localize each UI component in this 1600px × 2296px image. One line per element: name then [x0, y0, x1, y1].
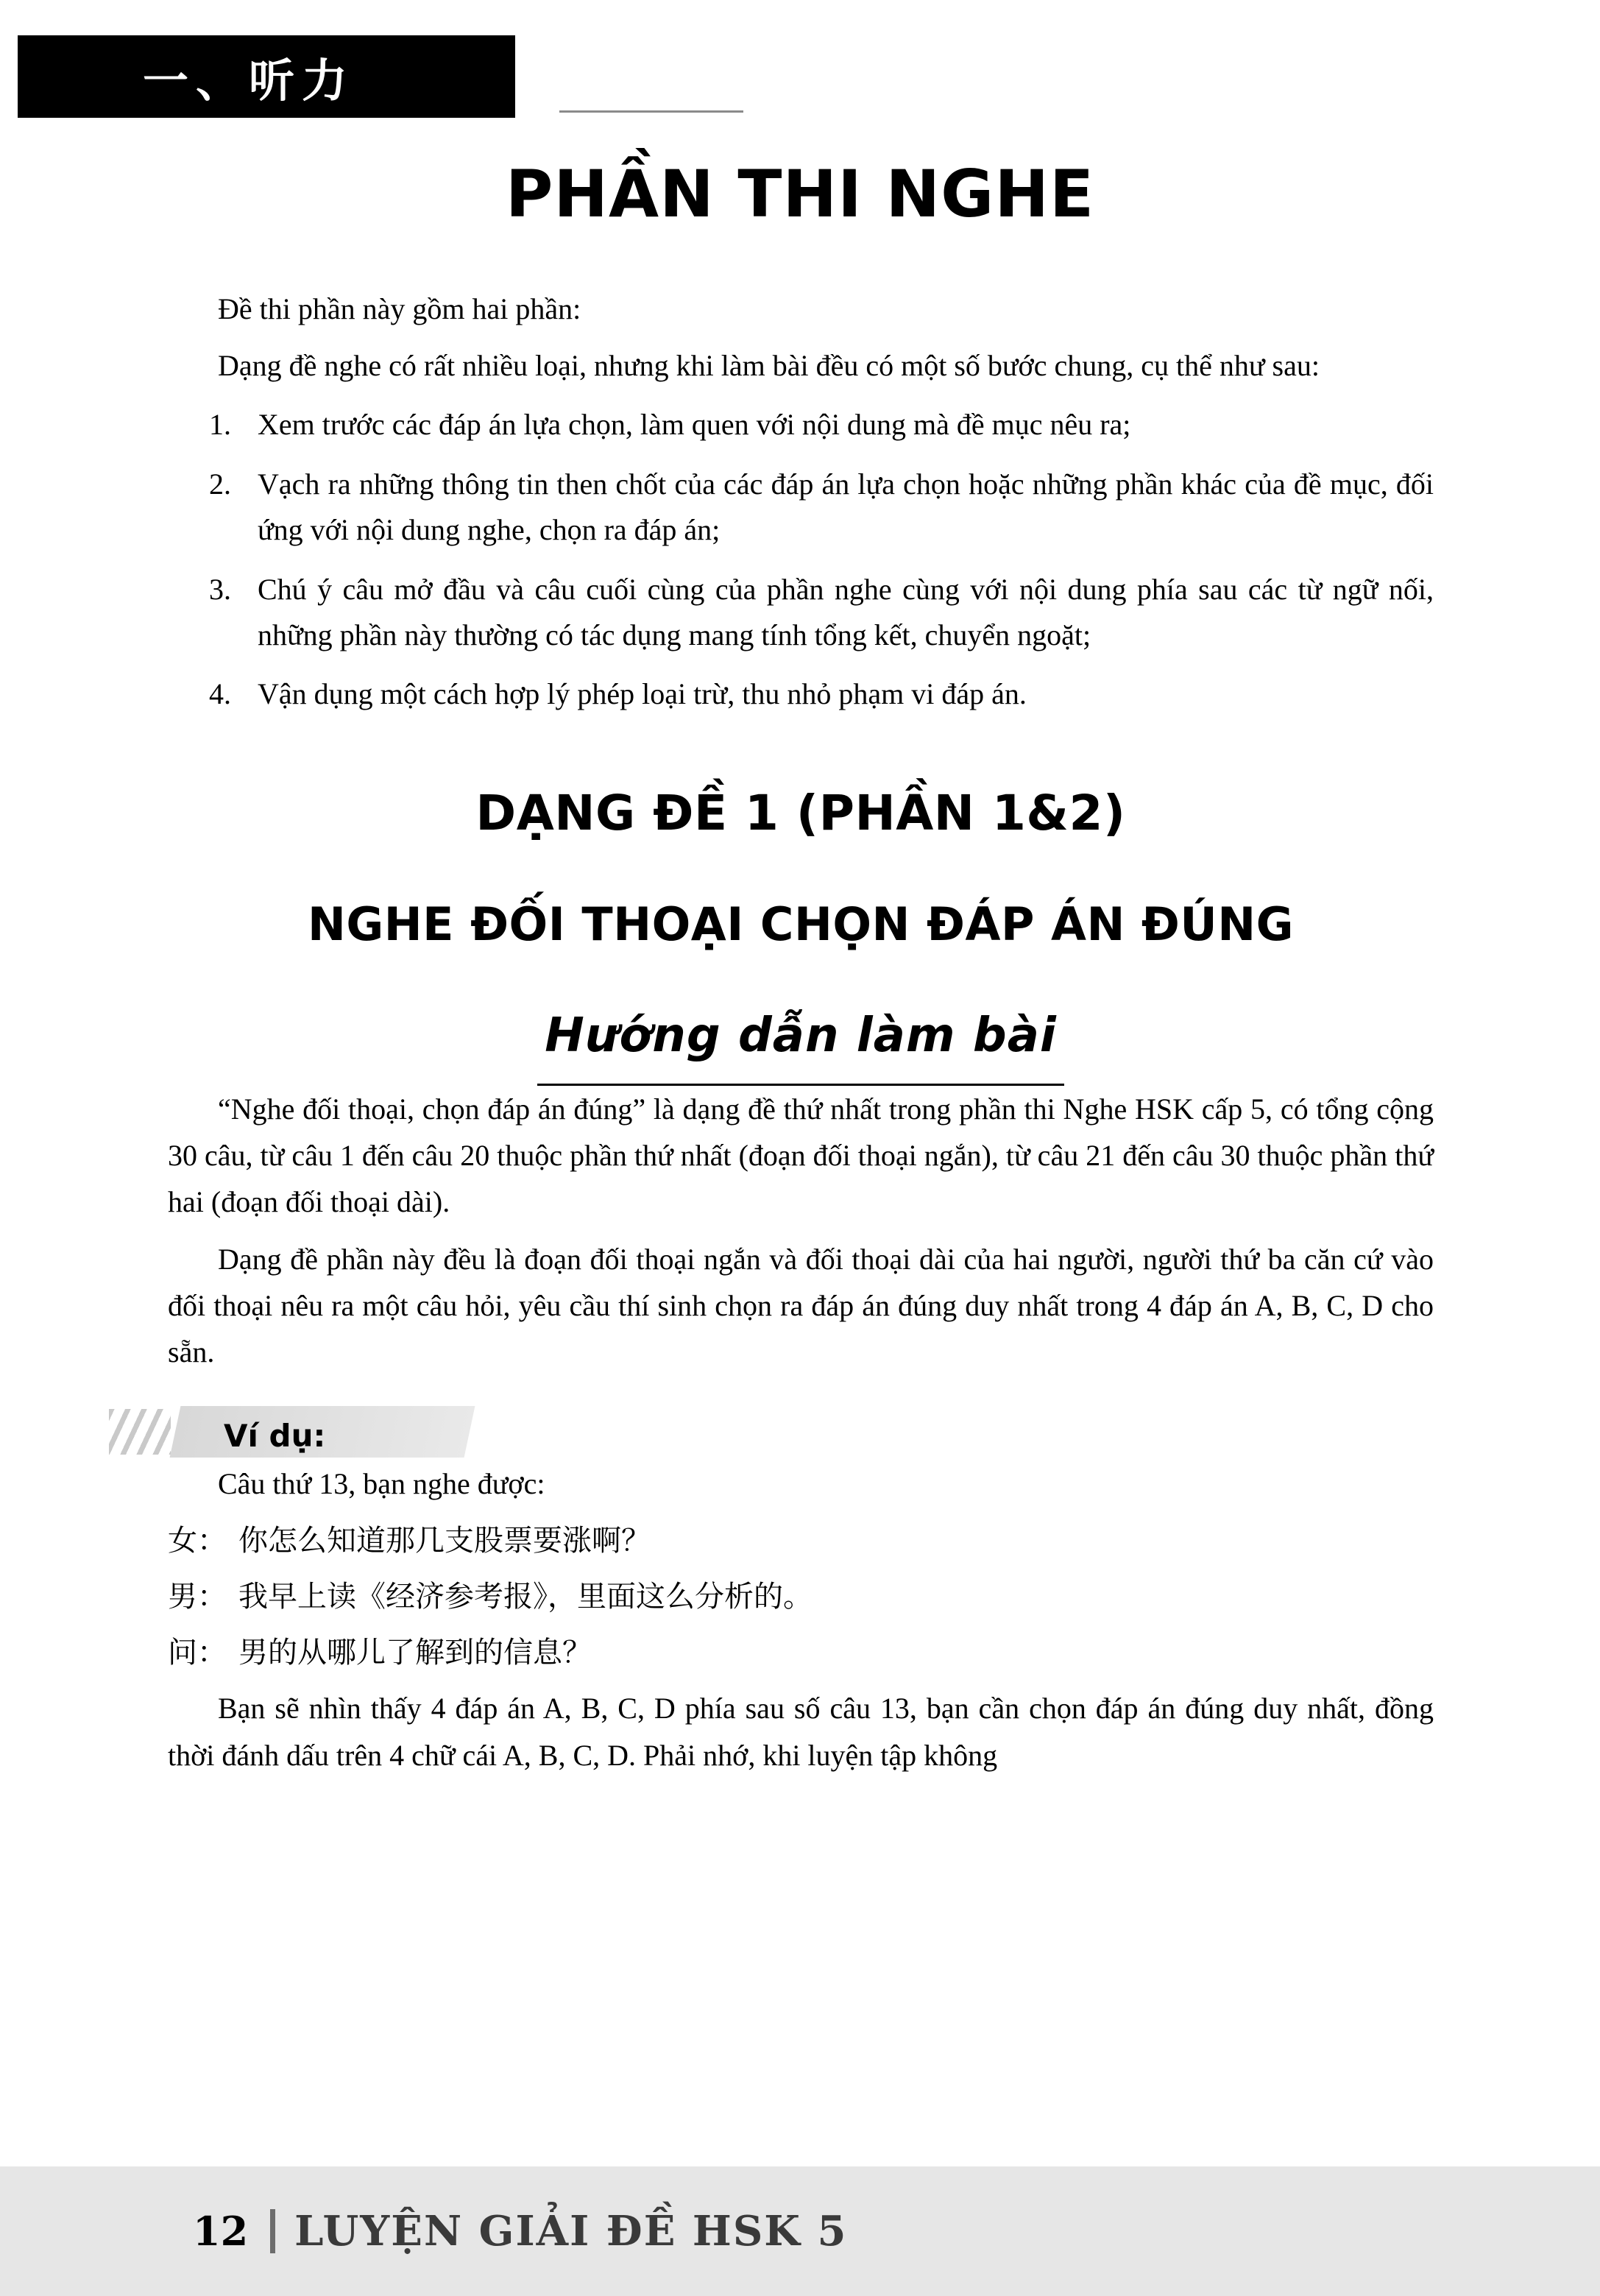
page-footer — [0, 2166, 1600, 2296]
dialog-text: 我早上读《经济参考报》，里面这么分析的。 — [238, 1580, 813, 1614]
example-label: Ví dụ: — [224, 1418, 326, 1455]
example-tail-paragraph: Bạn sẽ nhìn thấy 4 đáp án A, B, C, D phía sau số câu 13, bạn cần chọn đáp án đúng duy nhất, đồng thời đánh dấu trên 4 chữ cái A, B, C, D. Phải nhớ, khi luyện tập không — [168, 1692, 1434, 1772]
list-item: 4. Vận dụng một cách hợp lý phép loại trừ, thu nhỏ phạm vi đáp án. — [238, 671, 1434, 717]
steps-list — [168, 402, 1434, 717]
dialog-line — [168, 1629, 1434, 1676]
main-content — [168, 286, 1434, 1789]
intro-paragraph-1: Đề thi phần này gồm hai phần: — [218, 292, 581, 325]
dialog-line — [168, 1517, 1434, 1564]
header-rule — [559, 110, 743, 113]
dialog-speaker: 问： — [168, 1636, 227, 1670]
page-title: PHẦN THI NGHE — [505, 156, 1095, 232]
footer-page-number: 12 — [193, 2208, 249, 2255]
dialog-speaker: 男： — [168, 1580, 227, 1614]
list-item: 1. Xem trước các đáp án lựa chọn, làm quen với nội dung mà đề mục nêu ra; — [238, 402, 1434, 448]
section-heading-dang-de: DẠNG ĐỀ 1 (PHẦN 1&2) — [475, 784, 1126, 841]
section-heading-nghe-doi-thoai: NGHE ĐỐI THOẠI CHỌN ĐÁP ÁN ĐÚNG — [308, 897, 1294, 951]
list-item: 2. Vạch ra những thông tin then chốt của các đáp án lựa chọn hoặc những phần khác của đề mục, đối ứng với nội dung nghe, chọn ra đáp án; — [238, 462, 1434, 554]
hatch-decoration-icon — [109, 1409, 171, 1455]
list-item: 3. Chú ý câu mở đầu và câu cuối cùng của phần nghe cùng với nội dung phía sau các từ ngữ nối, những phần này thường có tác dụng mang tính tổng kết, chuyển ngoặt; — [238, 567, 1434, 659]
example-lead: Câu thứ 13, bạn nghe được: — [218, 1467, 545, 1501]
dialog-text: 男的从哪儿了解到的信息？ — [238, 1636, 592, 1670]
footer-divider — [270, 2209, 275, 2253]
guide-paragraph-2: Dạng đề phần này đều là đoạn đối thoại ngắn và đối thoại dài của hai người, người thứ ba căn cứ vào đối thoại nêu ra một câu hỏi, yêu cầu thí sinh chọn ra đáp án đúng duy nhất trong 4 đáp án A, B, C, D cho sẵn. — [168, 1242, 1434, 1368]
guide-paragraph-1: “Nghe đối thoại, chọn đáp án đúng” là dạng đề thứ nhất trong phần thi Nghe HSK cấp 5, có tổng cộng 30 câu, từ câu 1 đến câu 20 thuộc phần thứ nhất (đoạn đối thoại ngắn), từ câu 21 đến câu 30 thuộc phần thứ hai (đoạn đối thoại dài). — [168, 1092, 1434, 1219]
intro-paragraph-2: Dạng đề nghe có rất nhiều loại, nhưng khi làm bài đều có một số bước chung, cụ thể như sau: — [218, 349, 1320, 383]
dialog-speaker: 女： — [168, 1524, 227, 1558]
chapter-tab: 一、听力 — [18, 35, 515, 118]
dialog-line — [168, 1573, 1434, 1620]
footer-book-title: LUYỆN GIẢI ĐỀ HSK 5 — [294, 2207, 848, 2256]
dialog-text: 你怎么知道那几支股票要涨啊？ — [238, 1524, 651, 1558]
section-heading-huong-dan-wrap — [168, 999, 1434, 1086]
example-banner — [168, 1406, 1434, 1460]
section-heading-huong-dan: Hướng dẫn làm bài — [537, 999, 1064, 1086]
